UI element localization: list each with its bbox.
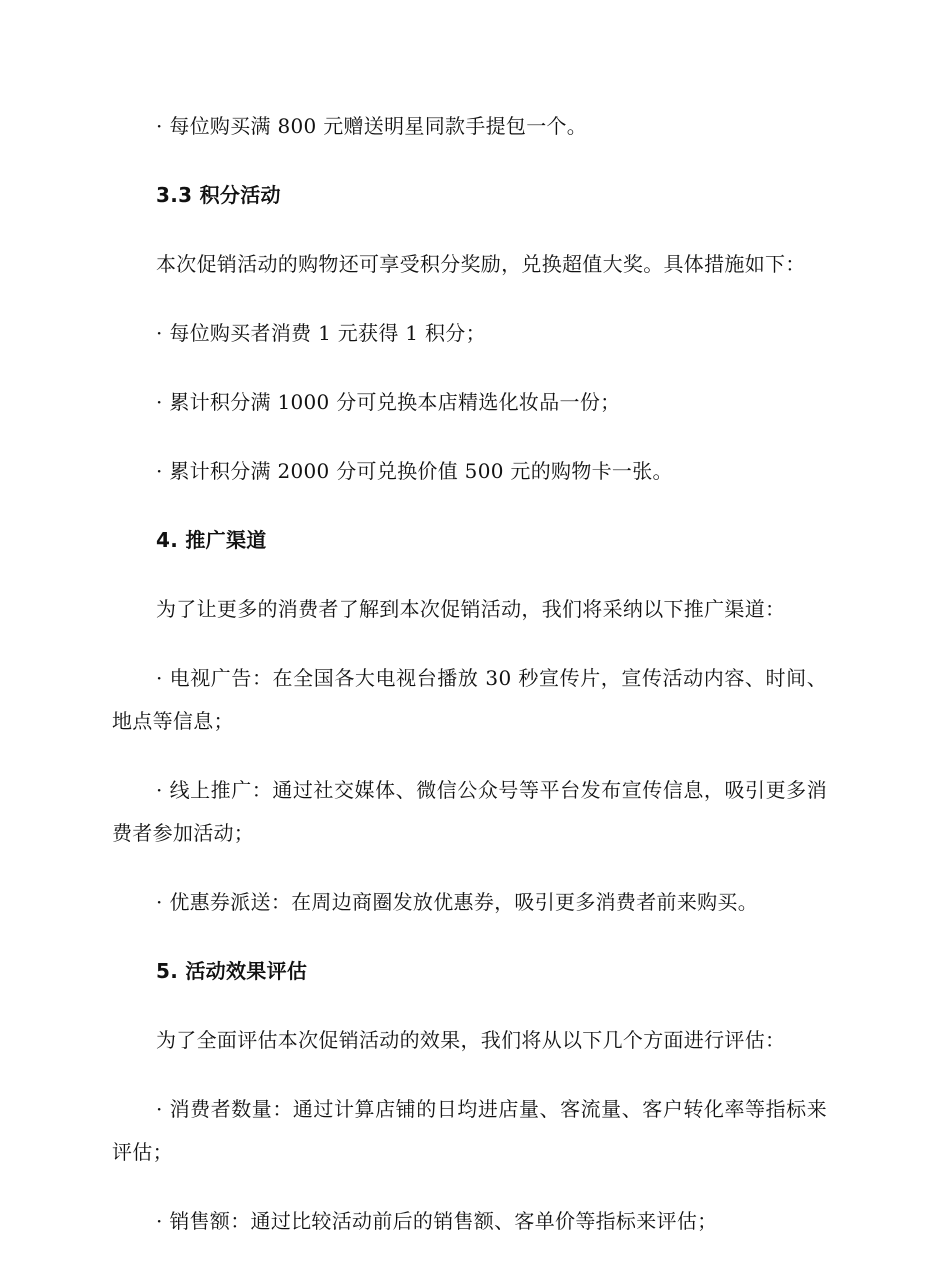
evaluation-intro-paragraph: 为了全面评估本次促销活动的效果，我们将从以下几个方面进行评估： xyxy=(156,1028,786,1052)
points-intro-paragraph: 本次促销活动的购物还可享受积分奖励，兑换超值大奖。具体措施如下： xyxy=(156,252,806,276)
section-heading-points: 3.3 积分活动 xyxy=(156,183,281,207)
bullet-points-2000: · 累计积分满 2000 分可兑换价值 500 元的购物卡一张。 xyxy=(156,459,673,483)
section-heading-channels: 4. 推广渠道 xyxy=(156,528,267,552)
section-heading-evaluation: 5. 活动效果评估 xyxy=(156,959,308,983)
channels-intro-paragraph: 为了让更多的消费者了解到本次促销活动，我们将采纳以下推广渠道： xyxy=(156,597,786,621)
bullet-consumer-count: · 消费者数量：通过计算店铺的日均进店量、客流量、客户转化率等指标来评估； xyxy=(112,1097,827,1164)
bullet-gift-bag: · 每位购买满 800 元赠送明星同款手提包一个。 xyxy=(156,114,588,138)
bullet-tv-ads: · 电视广告：在全国各大电视台播放 30 秒宣传片，宣传活动内容、时间、地点等信息； xyxy=(112,666,827,733)
bullet-points-1000: · 累计积分满 1000 分可兑换本店精选化妆品一份； xyxy=(156,390,621,414)
bullet-sales: · 销售额：通过比较活动前后的销售额、客单价等指标来评估； xyxy=(156,1209,718,1233)
bullet-coupons: · 优惠券派送：在周边商圈发放优惠券，吸引更多消费者前来购买。 xyxy=(156,890,759,914)
bullet-online-promo: · 线上推广：通过社交媒体、微信公众号等平台发布宣传信息，吸引更多消费者参加活动； xyxy=(112,778,827,845)
document-page xyxy=(112,105,827,1269)
bullet-points-rate: · 每位购买者消费 1 元获得 1 积分； xyxy=(156,321,486,345)
